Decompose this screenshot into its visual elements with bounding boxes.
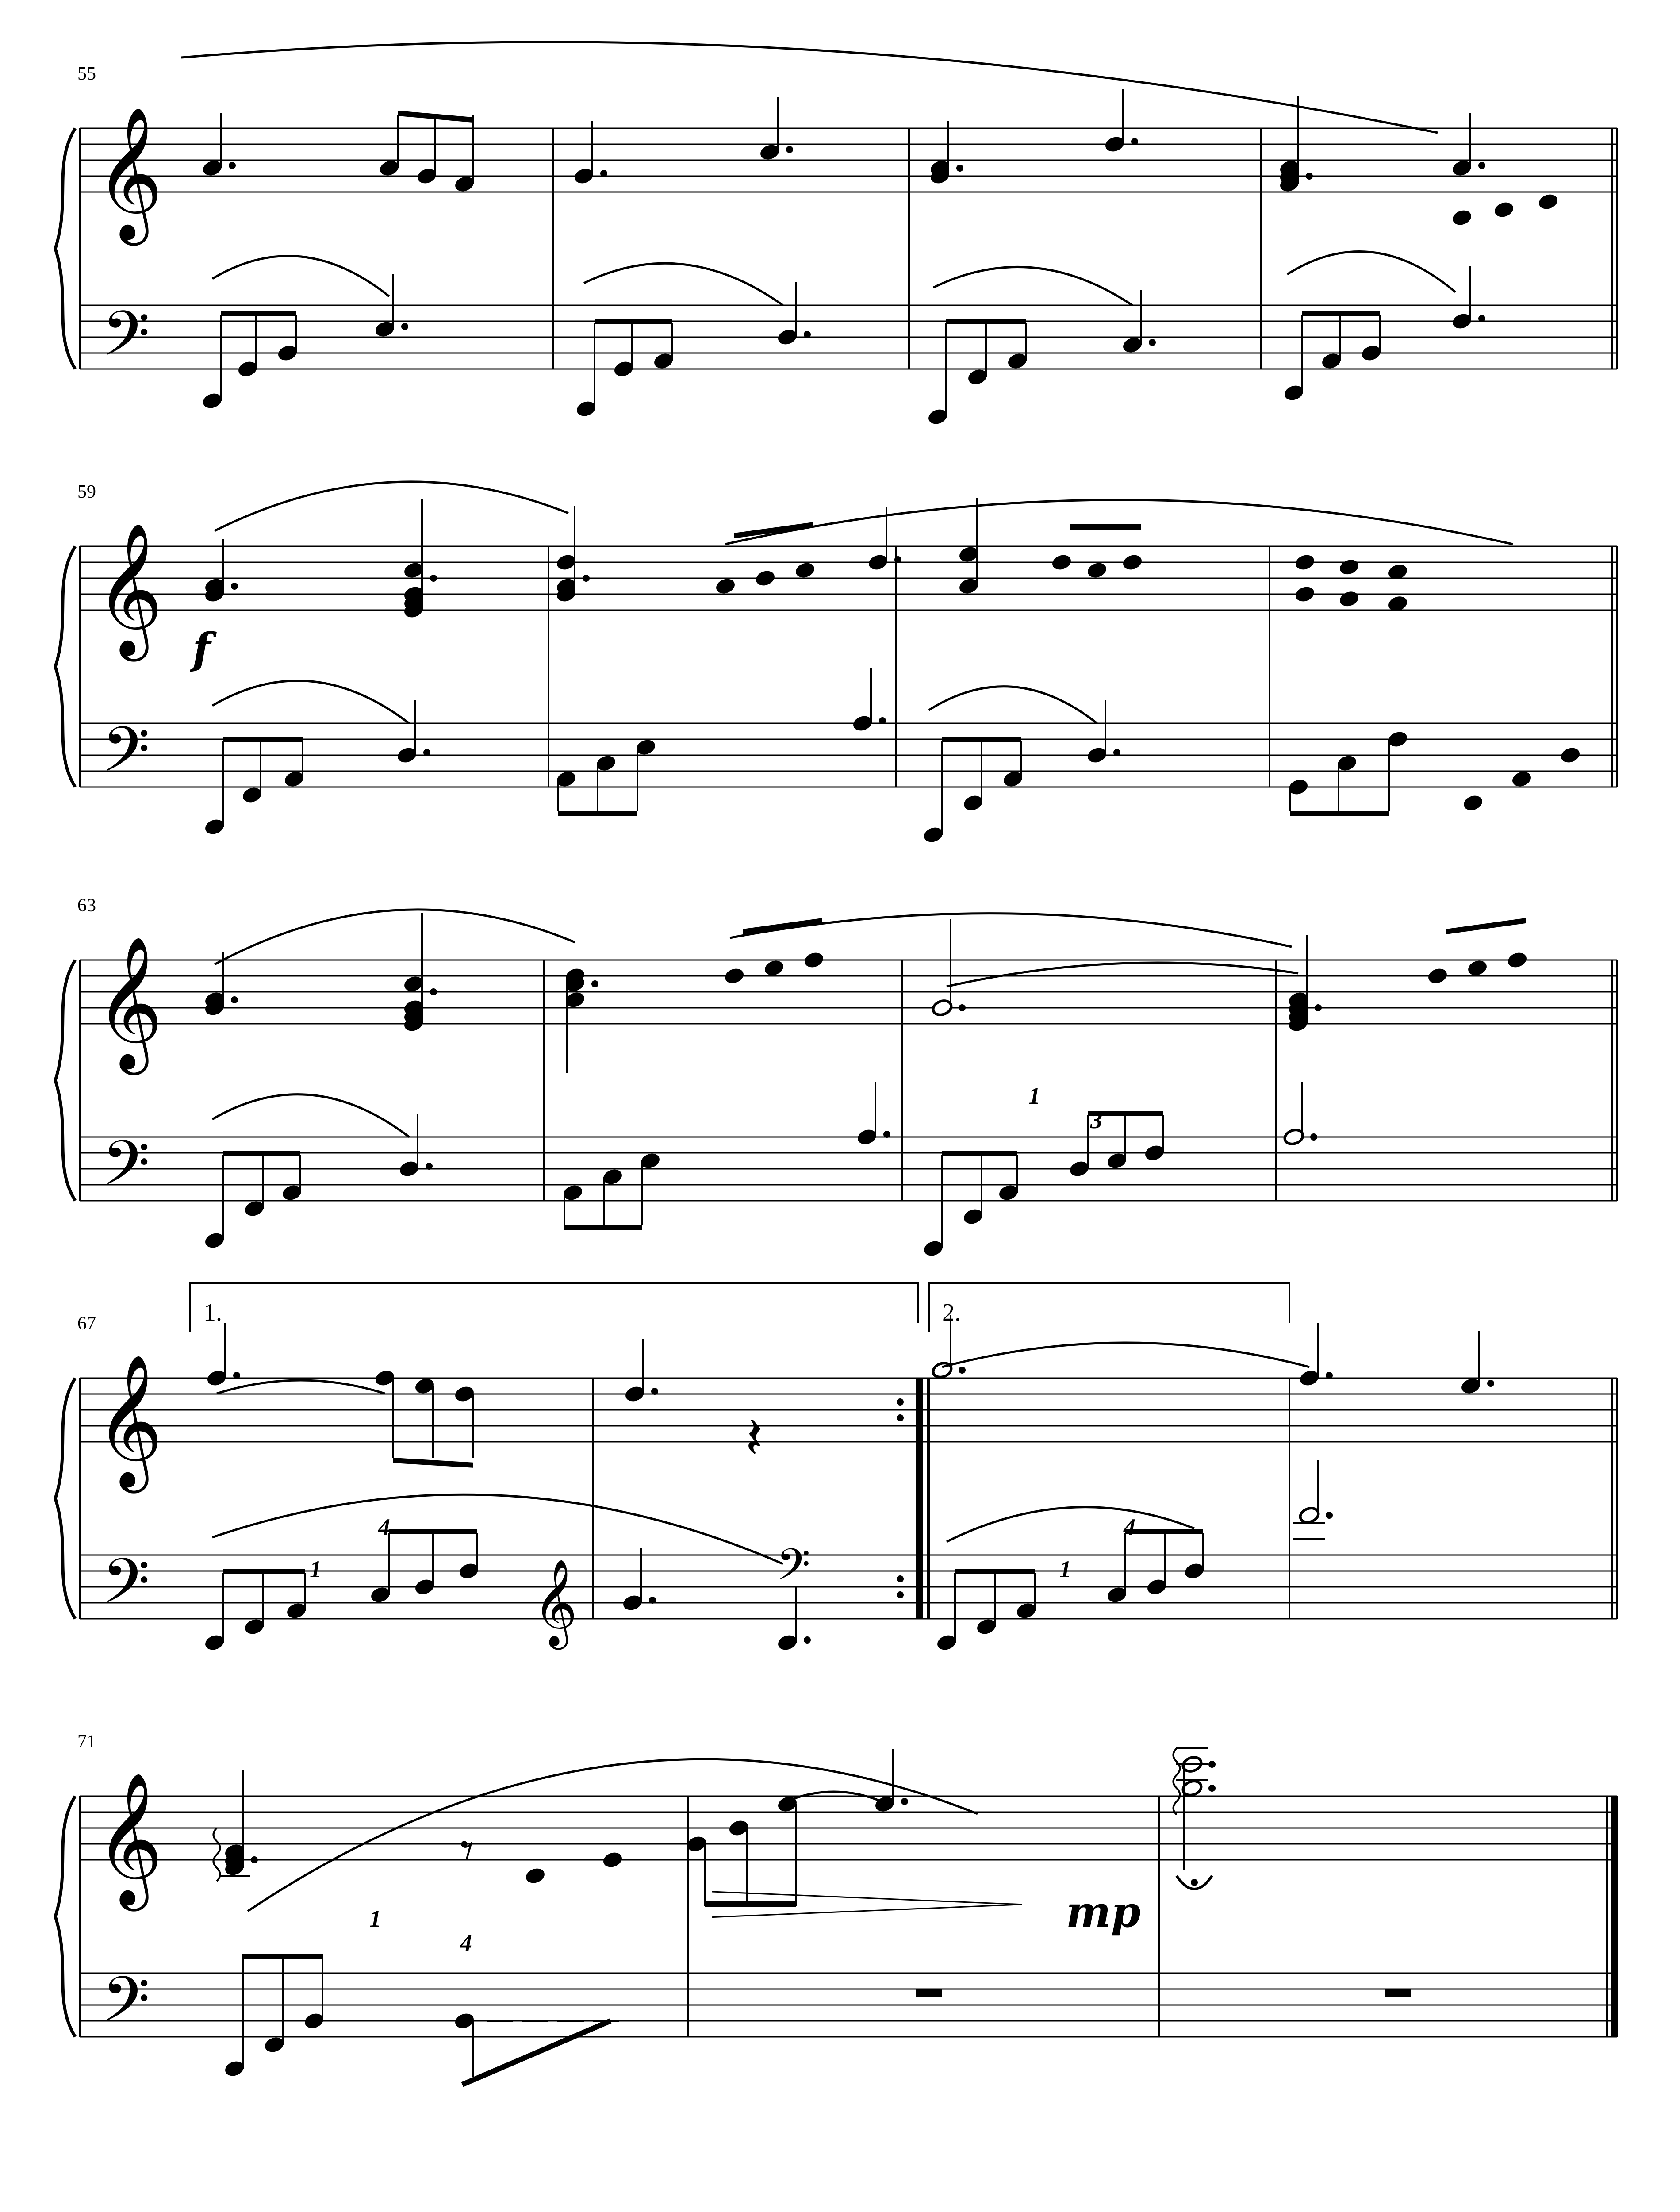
augmentation-dot [1478, 315, 1485, 322]
beam [734, 522, 813, 538]
measure-number-55: 55 [77, 64, 96, 84]
fingering-number: 4 [1124, 1514, 1135, 1540]
measure-number-63: 63 [77, 895, 96, 916]
beam [393, 1458, 473, 1468]
repeat-dot [897, 1414, 904, 1421]
notehead [1294, 553, 1316, 572]
augmentation-dot [1326, 1512, 1333, 1519]
whole-rest-icon [1385, 1989, 1411, 1997]
augmentation-dot [649, 1597, 656, 1604]
augmentation-dot [1208, 1785, 1216, 1792]
slur [212, 1494, 783, 1564]
beam [564, 1225, 642, 1230]
augmentation-dot [430, 988, 437, 995]
augmentation-dot [1113, 749, 1120, 756]
notehead [714, 577, 736, 596]
eighth-rest-icon: 𝄾 [460, 1820, 474, 1882]
slur [783, 1792, 885, 1803]
fermata-dot [1191, 1879, 1198, 1886]
notehead [723, 967, 745, 986]
notehead [1427, 967, 1449, 986]
beam [221, 311, 296, 316]
notehead [754, 569, 776, 588]
augmentation-dot [1149, 339, 1156, 346]
slur [929, 687, 1097, 723]
augmentation-dot [786, 146, 793, 153]
augmentation-dot [231, 996, 238, 1003]
bass-clef-icon: 𝄢 [102, 1127, 150, 1215]
first-ending-bracket [190, 1283, 918, 1332]
treble-clef-change-icon: 𝄞 [533, 1559, 578, 1646]
bass-clef-icon: 𝄢 [102, 1963, 150, 2051]
quarter-rest-icon: 𝄽 [745, 1404, 763, 1471]
beam [743, 918, 822, 934]
augmentation-dot [1208, 1761, 1216, 1768]
beam [223, 1151, 300, 1156]
beam [1125, 1529, 1203, 1534]
beam [942, 1151, 1017, 1156]
notehead [1338, 590, 1360, 609]
fingering-number: 1 [1059, 1556, 1071, 1582]
beam [1446, 918, 1526, 934]
notehead [1338, 558, 1360, 577]
beam [1290, 811, 1389, 816]
beam [223, 1569, 305, 1574]
treble-clef-icon: 𝄞 [95, 106, 163, 240]
beam [558, 811, 637, 816]
dynamic-mezzo-piano: mp [1066, 1887, 1141, 1937]
notehead [1506, 951, 1528, 970]
slur [730, 914, 1292, 947]
treble-clef-icon: 𝄞 [95, 936, 163, 1069]
treble-clef-icon: 𝄞 [95, 522, 163, 656]
beam [243, 1954, 322, 1959]
augmentation-dot [430, 575, 437, 582]
augmentation-dot [426, 1163, 433, 1170]
repeat-dot [897, 1575, 904, 1582]
notehead [1051, 553, 1073, 572]
notehead [524, 1866, 546, 1886]
beam [955, 1569, 1035, 1574]
augmentation-dot [233, 1372, 240, 1379]
system-brace [55, 546, 75, 787]
slur [1287, 252, 1455, 292]
augmentation-dot [600, 170, 607, 177]
augmentation-dot [1487, 1380, 1494, 1387]
augmentation-dot [1315, 1004, 1322, 1011]
beam [595, 319, 672, 324]
augmentation-dot [883, 1131, 890, 1138]
slur [212, 256, 389, 296]
augmentation-dot [959, 1367, 966, 1374]
fingering-number: 1 [1028, 1083, 1040, 1109]
notehead [1559, 746, 1581, 765]
fingering-number: 4 [378, 1514, 390, 1540]
notehead [1462, 794, 1484, 813]
treble-clef-icon: 𝄞 [95, 1772, 163, 1905]
notes-layer [181, 42, 1581, 2085]
augmentation-dot [401, 323, 408, 330]
repeat-barline-thick [916, 1378, 923, 1619]
slur [725, 500, 1513, 544]
beam [223, 737, 303, 742]
augmentation-dot [1306, 173, 1313, 180]
notehead [1466, 959, 1488, 978]
staff-lines-layer [55, 128, 1617, 2037]
bass-clef-change-icon: 𝄢 [776, 1540, 811, 1601]
measure-number-59: 59 [77, 482, 96, 502]
notehead [803, 951, 825, 970]
bass-clef-icon: 𝄢 [102, 298, 150, 385]
slur [215, 482, 568, 531]
augmentation-dot [651, 1388, 658, 1395]
augmentation-dot [956, 165, 963, 172]
augmentation-dot [251, 1856, 258, 1863]
arpeggio-squiggle [1174, 1748, 1180, 1815]
system-brace [55, 128, 75, 369]
augmentation-dot [901, 1798, 908, 1805]
augmentation-dot [583, 575, 590, 582]
augmentation-dot [1326, 1372, 1333, 1379]
notehead [1451, 208, 1473, 227]
notehead [1511, 770, 1533, 789]
system-brace [55, 960, 75, 1201]
bass-clef-icon: 𝄢 [102, 714, 150, 801]
measure-number-71: 71 [77, 1732, 96, 1752]
augmentation-dot [894, 556, 901, 563]
slur [933, 267, 1132, 305]
beam [389, 1529, 477, 1534]
slur [947, 963, 1298, 987]
notehead [1537, 192, 1559, 211]
beam [705, 1901, 796, 1907]
repeat-dot [897, 1398, 904, 1406]
augmentation-dot [1131, 138, 1138, 145]
slur [942, 1343, 1309, 1367]
slur [947, 1507, 1194, 1542]
beam [942, 737, 1021, 742]
augmentation-dot [1478, 162, 1485, 169]
slur [248, 1759, 978, 1911]
beam [1070, 524, 1141, 530]
notehead [794, 561, 816, 580]
notehead [1493, 200, 1515, 219]
fingering-number: 1 [310, 1556, 322, 1582]
augmentation-dot [959, 1004, 966, 1011]
augmentation-dot [229, 162, 236, 169]
first-ending-label: 1. [203, 1299, 222, 1326]
slur [212, 681, 409, 723]
augmentation-dot [231, 583, 238, 590]
slanted-beam [462, 2021, 610, 2085]
beam [946, 319, 1026, 324]
whole-rest-icon [916, 1989, 942, 1997]
fingering-number: 3 [1090, 1107, 1102, 1133]
slur [584, 263, 783, 305]
augmentation-dot [1310, 1133, 1317, 1141]
augmentation-dot [804, 1636, 811, 1644]
notehead [1086, 561, 1108, 580]
notehead [763, 959, 785, 978]
notehead [1121, 553, 1143, 572]
slur [181, 42, 1438, 133]
slur [212, 1094, 409, 1137]
second-ending-label: 2. [942, 1299, 961, 1326]
system-brace [55, 1796, 75, 2037]
arpeggio-squiggle [214, 1828, 220, 1881]
slur [215, 910, 575, 964]
augmentation-dot [879, 717, 886, 724]
fingering-number: 1 [369, 1905, 381, 1932]
repeat-dot [897, 1591, 904, 1598]
notehead [602, 1851, 624, 1870]
bass-clef-icon: 𝄢 [102, 1545, 150, 1633]
augmentation-dot [423, 749, 430, 756]
augmentation-dot [591, 980, 598, 987]
augmentation-dot [804, 331, 811, 338]
dynamic-forte: f [192, 624, 211, 674]
fingering-number: 4 [460, 1930, 472, 1956]
treble-clef-icon: 𝄞 [95, 1354, 163, 1487]
system-brace [55, 1378, 75, 1619]
notehead [1294, 585, 1316, 604]
slur [217, 1380, 385, 1394]
beam [1302, 311, 1380, 316]
measure-number-67: 67 [77, 1313, 96, 1334]
second-ending-bracket [929, 1283, 1289, 1332]
